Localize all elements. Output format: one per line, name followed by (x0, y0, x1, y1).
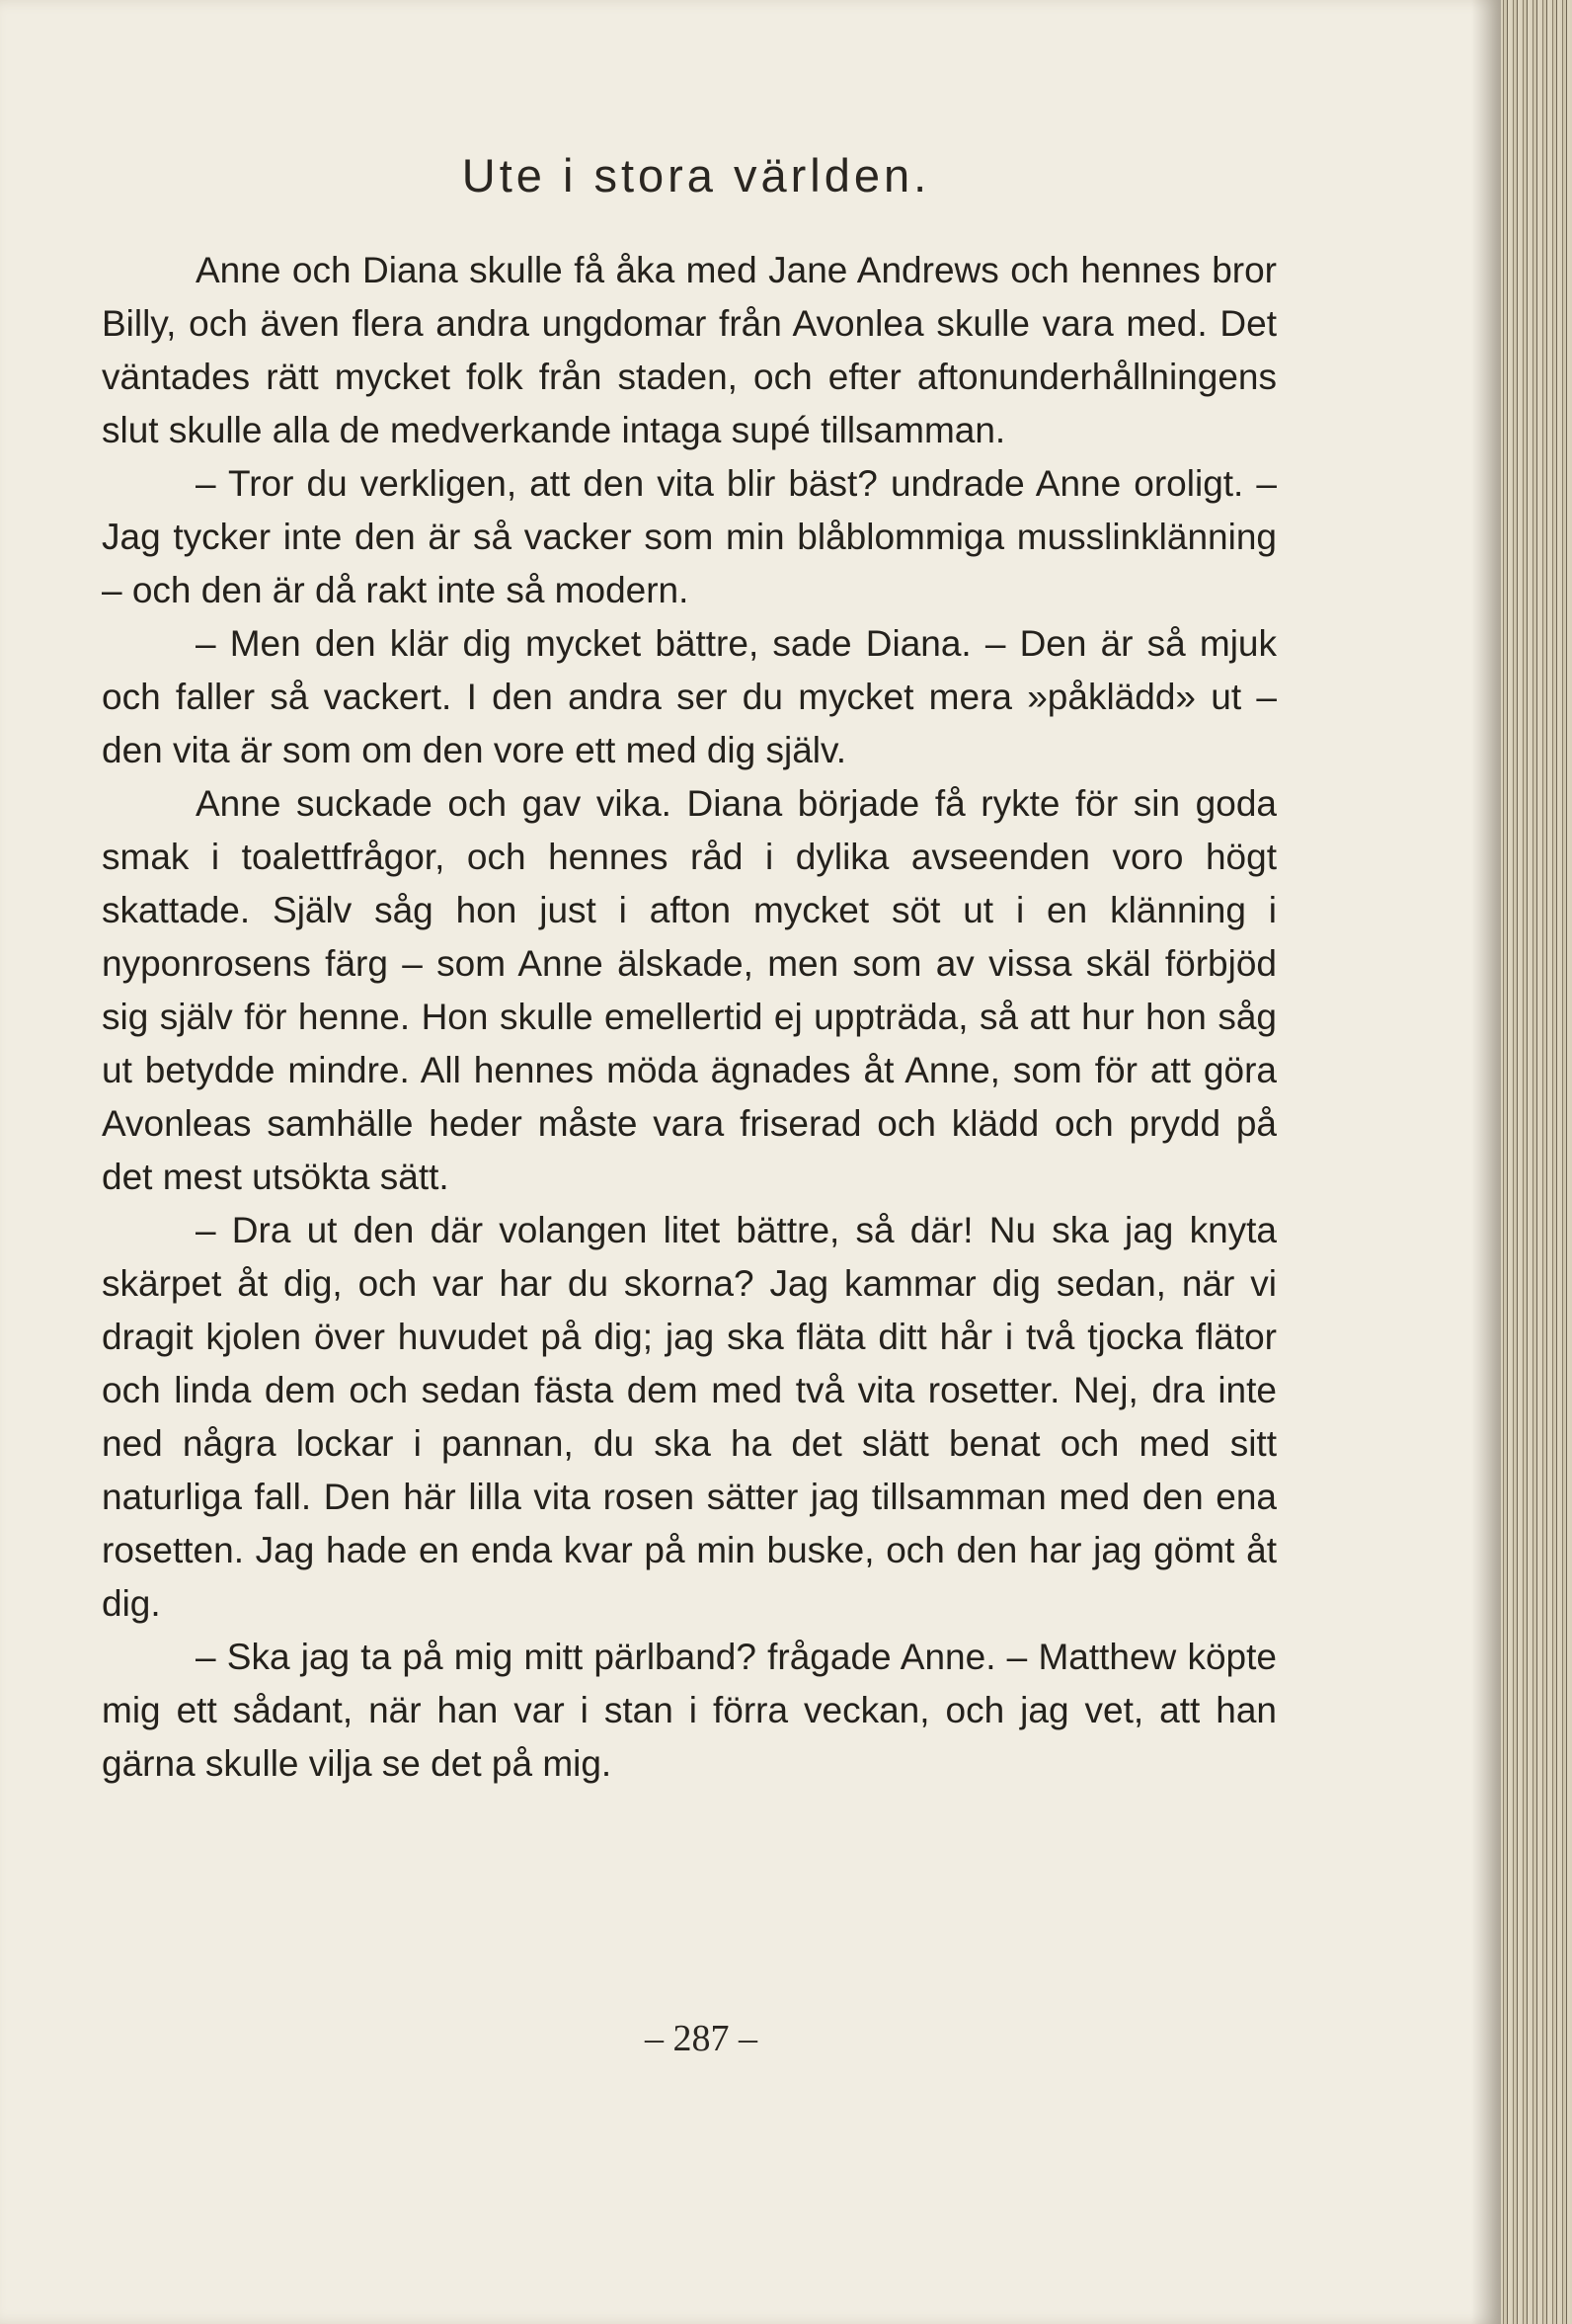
paragraph: – Ska jag ta på mig mitt pärlband? frågade Anne. – Matthew köpte mig ett sådant, när han var i stan i förra veckan, och jag vet, att han gärna skulle vilja se det på mig. (102, 1637, 1277, 1784)
paragraph: – Men den klär dig mycket bättre, sade Diana. – Den är så mjuk och faller så vackert. I den andra ser du mycket mera »påklädd» ut – den vita är som om den vore ett med dig själv. (102, 623, 1277, 770)
paragraph: – Tror du verkligen, att den vita blir bäst? undrade Anne oroligt. – Jag tycker inte den är så vacker som min blåblommiga musslinklänning – och den är då rakt inte så modern. (102, 463, 1277, 610)
body-text (102, 244, 1277, 1791)
paragraph: – Dra ut den där volangen litet bättre, så där! Nu ska jag knyta skärpet åt dig, och var har du skorna? Jag kammar dig sedan, när vi dragit kjolen över huvudet på dig; jag ska fläta ditt hår i två tjocka flätor och linda dem och sedan fästa dem med två vita rosetter. Nej, dra inte ned några lockar i pannan, du ska ha det slätt benat och med sitt naturliga fall. Den här lilla vita rosen sätter jag tillsamman med den ena rosetten. Jag hade en enda kvar på min buske, och den har jag gömt åt dig. (102, 1210, 1277, 1624)
page-edges (1501, 0, 1572, 2324)
page-edge-shadow (1471, 0, 1503, 2324)
paragraph: Anne suckade och gav vika. Diana började få rykte för sin goda smak i toalettfrågor, och hennes råd i dylika avseenden voro högt skattade. Själv såg hon just i afton mycket söt ut i en klänning i nyponrosens färg – som Anne älskade, men som av vissa skäl förbjöd sig själv för henne. Hon skulle emellertid ej uppträda, så att hur hon såg ut betydde mindre. All hennes möda ägnades åt Anne, som för att göra Avonleas samhälle heder måste vara friserad och klädd och prydd på det mest utsökta sätt. (102, 783, 1277, 1197)
running-head: Ute i stora världen. (461, 149, 931, 201)
page-number: – 287 – (645, 2018, 757, 2059)
paragraph: Anne och Diana skulle få åka med Jane Andrews och hennes bror Billy, och även flera andra ungdomar från Avonlea skulle vara med. Det väntades rätt mycket folk från staden, och efter aftonunderhållningens slut skulle alla de medverkande intaga supé tillsamman. (102, 250, 1277, 450)
